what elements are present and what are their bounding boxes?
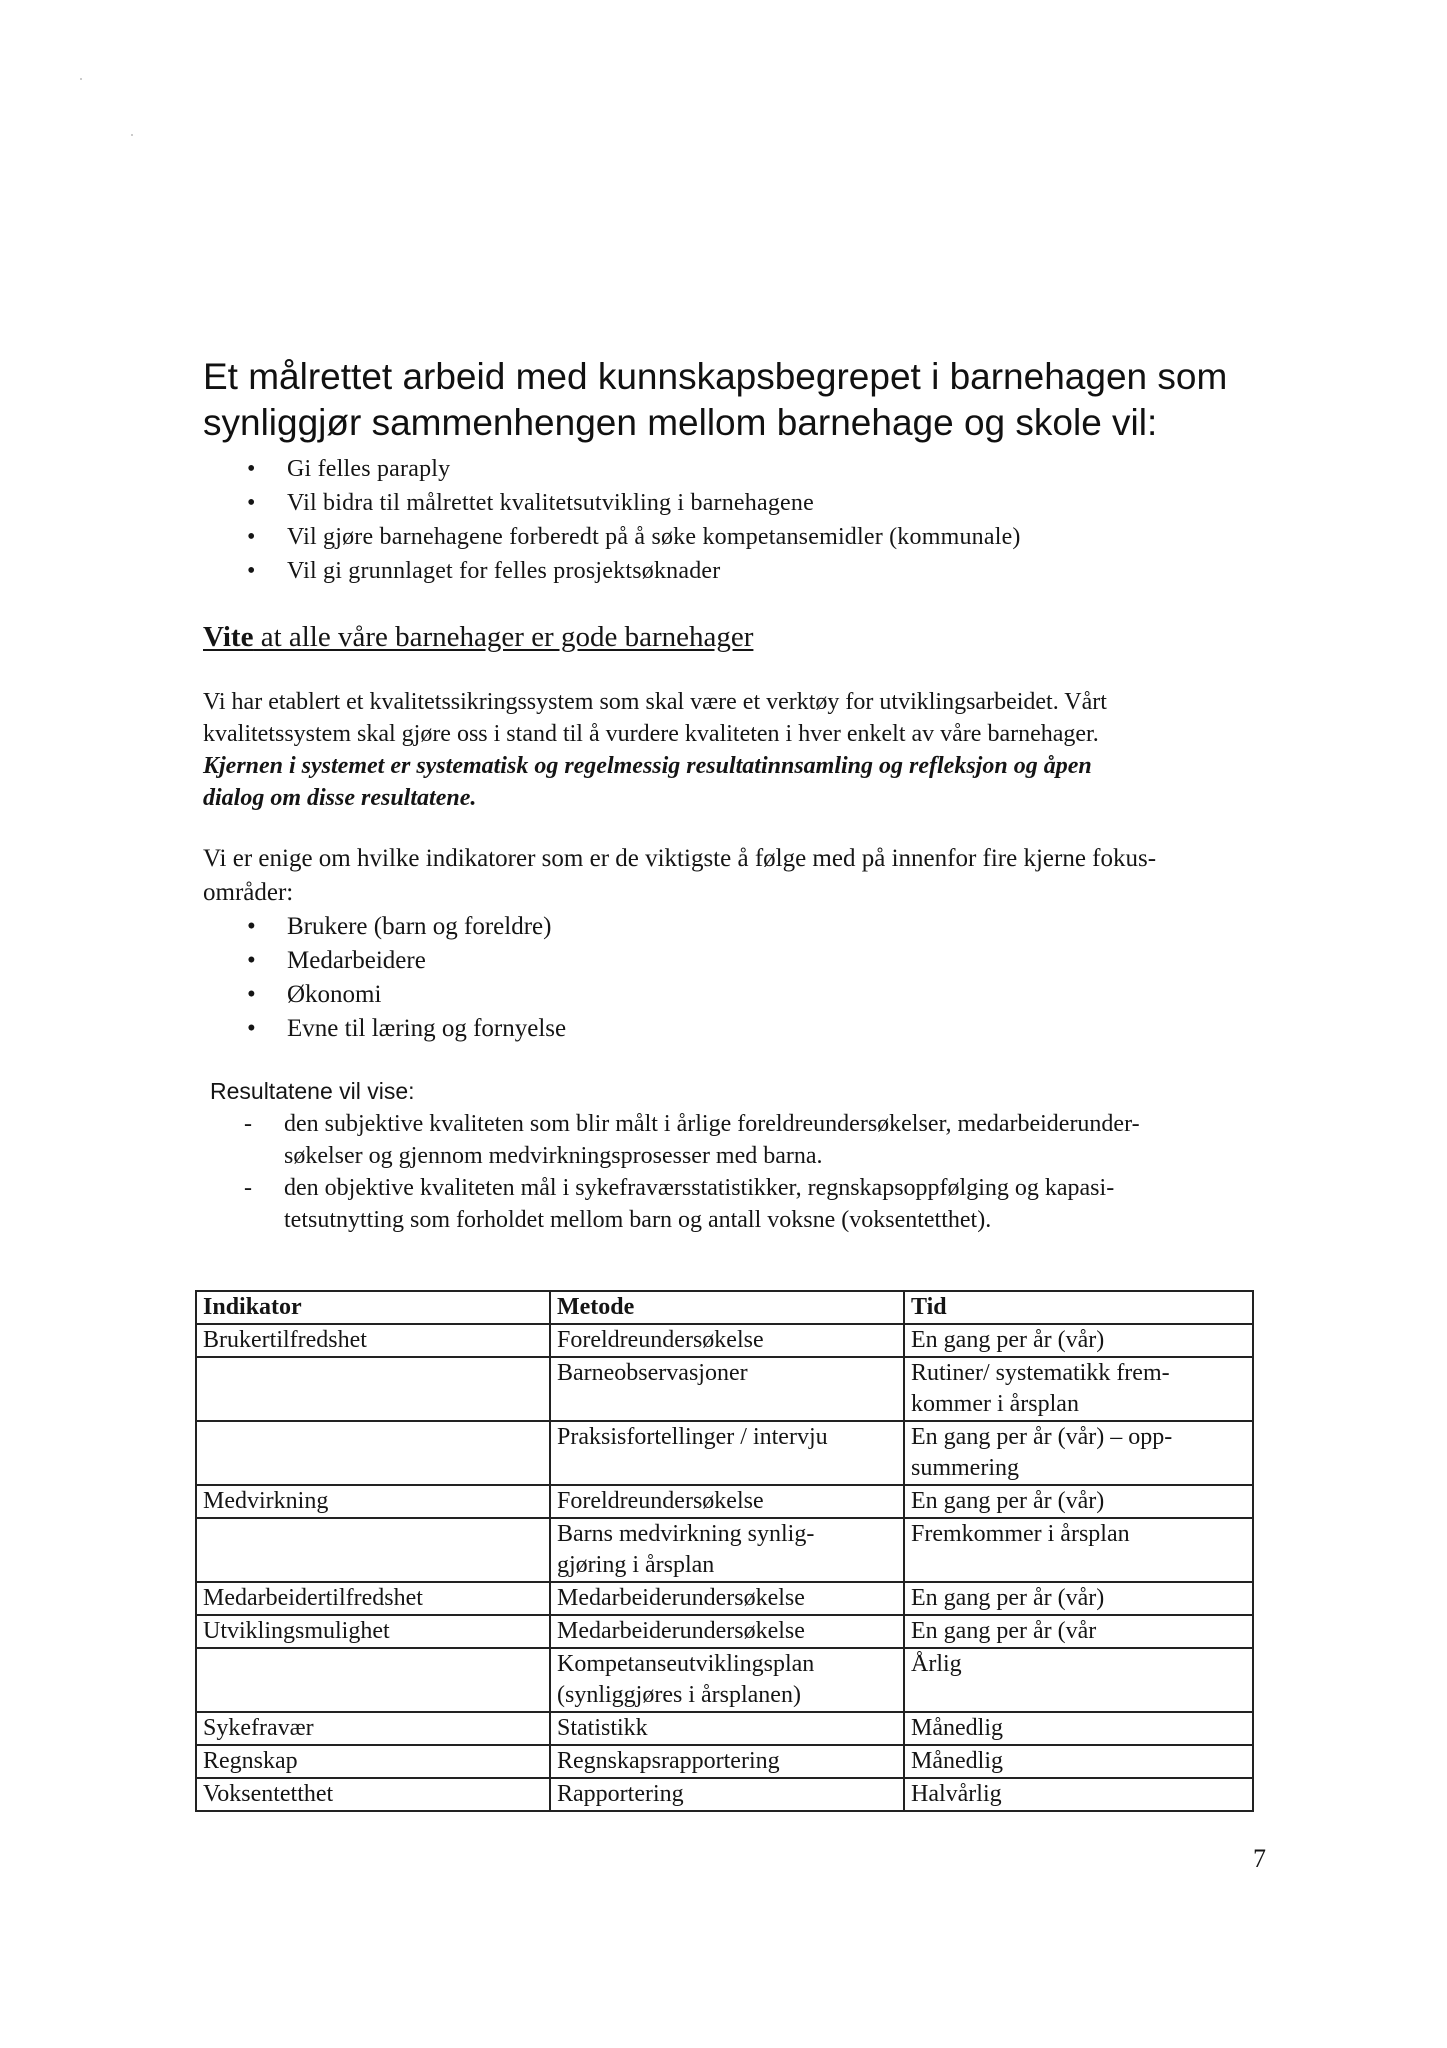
cell-line: Brukertilfredshet <box>203 1327 367 1353</box>
table-cell <box>904 1648 1253 1712</box>
table-row <box>196 1357 1253 1421</box>
list-item: • Vil gjøre barnehagene forberedt på å søke kompetansemidler (kommunale) <box>287 520 1021 554</box>
cell-line: Årlig <box>911 1651 962 1677</box>
table-body <box>196 1324 1253 1811</box>
cell-line: En gang per år (vår) <box>911 1488 1105 1514</box>
page-heading <box>203 354 1283 446</box>
scan-speck <box>80 78 82 80</box>
cell-line: Foreldreundersøkelse <box>557 1327 764 1353</box>
table-cell <box>550 1615 904 1648</box>
table-cell <box>196 1712 550 1745</box>
paragraph-line: Vi har etablert et kvalitetssikringssystem som skal være et verktøy for utviklingsarbeidet. Vårt <box>203 689 1107 715</box>
quality-system-paragraph <box>203 686 1273 814</box>
page-number: 7 <box>1253 1844 1266 1873</box>
cell-line: kommer i årsplan <box>911 1391 1079 1417</box>
list-item-line: tetsutnytting som forholdet mellom barn og antall voksne (voksentetthet). <box>284 1207 992 1233</box>
list-item: • Medarbeidere <box>287 944 566 978</box>
list-item: • Gi felles paraply <box>287 452 1021 486</box>
table-cell <box>550 1421 904 1485</box>
focus-areas-list <box>287 910 566 1046</box>
paragraph-line: Vi er enige om hvilke indikatorer som er de viktigste å følge med på innenfor fire kjerne fokus- <box>203 845 1157 872</box>
heading-line: Et målrettet arbeid med kunnskapsbegrepet i barnehagen som <box>203 356 1228 397</box>
table-row <box>196 1778 1253 1811</box>
indicator-table <box>195 1290 1254 1812</box>
cell-line: summering <box>911 1455 1019 1481</box>
table-row <box>196 1324 1253 1357</box>
cell-line: Utviklingsmulighet <box>203 1618 390 1644</box>
cell-line: Medarbeiderundersøkelse <box>557 1585 805 1611</box>
cell-line: Fremkommer i årsplan <box>911 1521 1130 1547</box>
list-item <box>284 1108 1274 1172</box>
table-cell <box>904 1518 1253 1582</box>
results-heading: Resultatene vil vise: <box>210 1078 415 1104</box>
table-cell <box>550 1518 904 1582</box>
table-row <box>196 1648 1253 1712</box>
indicators-paragraph <box>203 842 1273 910</box>
table-row <box>196 1615 1253 1648</box>
cell-line: Medarbeidertilfredshet <box>203 1585 423 1611</box>
cell-line <box>203 1519 543 1550</box>
cell-line: Månedlig <box>911 1715 1003 1741</box>
section-title-rest: at alle våre barnehager er gode barnehager <box>253 621 754 653</box>
table-cell <box>904 1712 1253 1745</box>
cell-line: En gang per år (vår <box>911 1618 1097 1644</box>
cell-line: Rapportering <box>557 1781 684 1807</box>
table-cell <box>196 1518 550 1582</box>
cell-line: Medvirkning <box>203 1488 329 1514</box>
cell-line <box>203 1358 543 1389</box>
table-row <box>196 1582 1253 1615</box>
cell-line: En gang per år (vår) – opp- <box>911 1424 1173 1450</box>
table-cell <box>904 1324 1253 1357</box>
list-item <box>284 1172 1274 1236</box>
cell-line <box>203 1422 543 1453</box>
cell-line: Halvårlig <box>911 1781 1002 1807</box>
cell-line: Barneobservasjoner <box>557 1360 748 1386</box>
table-cell <box>196 1648 550 1712</box>
list-item-line: søkelser og gjennom medvirkningsprosesser med barna. <box>284 1143 823 1169</box>
scan-speck <box>131 134 133 136</box>
table-cell <box>550 1485 904 1518</box>
table-cell <box>904 1485 1253 1518</box>
cell-line: En gang per år (vår) <box>911 1585 1105 1611</box>
list-item: • Økonomi <box>287 978 566 1012</box>
cell-line: (synliggjøres i årsplanen) <box>557 1682 801 1708</box>
table-cell <box>196 1582 550 1615</box>
cell-line: En gang per år (vår) <box>911 1327 1105 1353</box>
column-header: Tid <box>904 1291 1253 1324</box>
paragraph-line: kvalitetssystem skal gjøre oss i stand til å vurdere kvaliteten i hver enkelt av våre barnehager. <box>203 721 1099 747</box>
table-cell <box>550 1712 904 1745</box>
cell-line: Sykefravær <box>203 1715 314 1741</box>
table-cell <box>904 1421 1253 1485</box>
table-cell <box>196 1324 550 1357</box>
table-cell <box>904 1778 1253 1811</box>
table-cell <box>196 1615 550 1648</box>
table-cell <box>196 1421 550 1485</box>
table-cell <box>904 1582 1253 1615</box>
list-item-line: - den subjektive kvaliteten som blir målt i årlige foreldreundersøkelser, medarbeiderunder- <box>284 1111 1140 1137</box>
cell-line: Regnskapsrapportering <box>557 1748 780 1774</box>
table-cell <box>904 1615 1253 1648</box>
list-item-line: - den objektive kvaliteten mål i sykefraværsstatistikker, regnskapsoppfølging og kapasi- <box>284 1175 1115 1201</box>
emphasis-line: dialog om disse resultatene. <box>203 785 477 811</box>
list-item: • Brukere (barn og foreldre) <box>287 910 566 944</box>
table-cell <box>196 1485 550 1518</box>
cell-line: Voksentetthet <box>203 1781 334 1807</box>
table-row <box>196 1745 1253 1778</box>
cell-line: Foreldreundersøkelse <box>557 1488 764 1514</box>
table-cell <box>550 1324 904 1357</box>
table-row <box>196 1518 1253 1582</box>
cell-line: Medarbeiderundersøkelse <box>557 1618 805 1644</box>
results-list <box>284 1108 1274 1236</box>
cell-line: Barns medvirkning synlig- <box>557 1521 815 1547</box>
table-cell <box>550 1745 904 1778</box>
goals-list <box>287 452 1021 588</box>
list-item: • Vil bidra til målrettet kvalitetsutvikling i barnehagene <box>287 486 1021 520</box>
list-item: • Evne til læring og fornyelse <box>287 1012 566 1046</box>
heading-line: synliggjør sammenhengen mellom barnehage og skole vil: <box>203 402 1158 443</box>
cell-line: Statistikk <box>557 1715 648 1741</box>
table-cell <box>550 1648 904 1712</box>
table-cell <box>550 1778 904 1811</box>
cell-line: Månedlig <box>911 1748 1003 1774</box>
table-row <box>196 1485 1253 1518</box>
table-cell <box>904 1357 1253 1421</box>
section-title <box>203 619 753 655</box>
table-cell <box>196 1778 550 1811</box>
cell-line: Praksisfortellinger / intervju <box>557 1424 828 1450</box>
cell-line: Regnskap <box>203 1748 298 1774</box>
table-cell <box>196 1357 550 1421</box>
table-cell <box>196 1745 550 1778</box>
cell-line: Rutiner/ systematikk frem- <box>911 1360 1170 1386</box>
table-cell <box>550 1357 904 1421</box>
paragraph-line: områder: <box>203 879 294 906</box>
table-row <box>196 1712 1253 1745</box>
cell-line: Kompetanseutviklingsplan <box>557 1651 815 1677</box>
cell-line <box>203 1649 543 1680</box>
table-header-row <box>196 1291 1253 1324</box>
column-header: Indikator <box>196 1291 550 1324</box>
section-title-bold: Vite <box>203 621 254 653</box>
table-cell <box>904 1745 1253 1778</box>
column-header: Metode <box>550 1291 904 1324</box>
table-row <box>196 1421 1253 1485</box>
cell-line: gjøring i årsplan <box>557 1552 715 1578</box>
list-item: • Vil gi grunnlaget for felles prosjektsøknader <box>287 554 1021 588</box>
emphasis-line: Kjernen i systemet er systematisk og regelmessig resultatinnsamling og refleksjon og åpen <box>203 753 1092 779</box>
table-cell <box>550 1582 904 1615</box>
